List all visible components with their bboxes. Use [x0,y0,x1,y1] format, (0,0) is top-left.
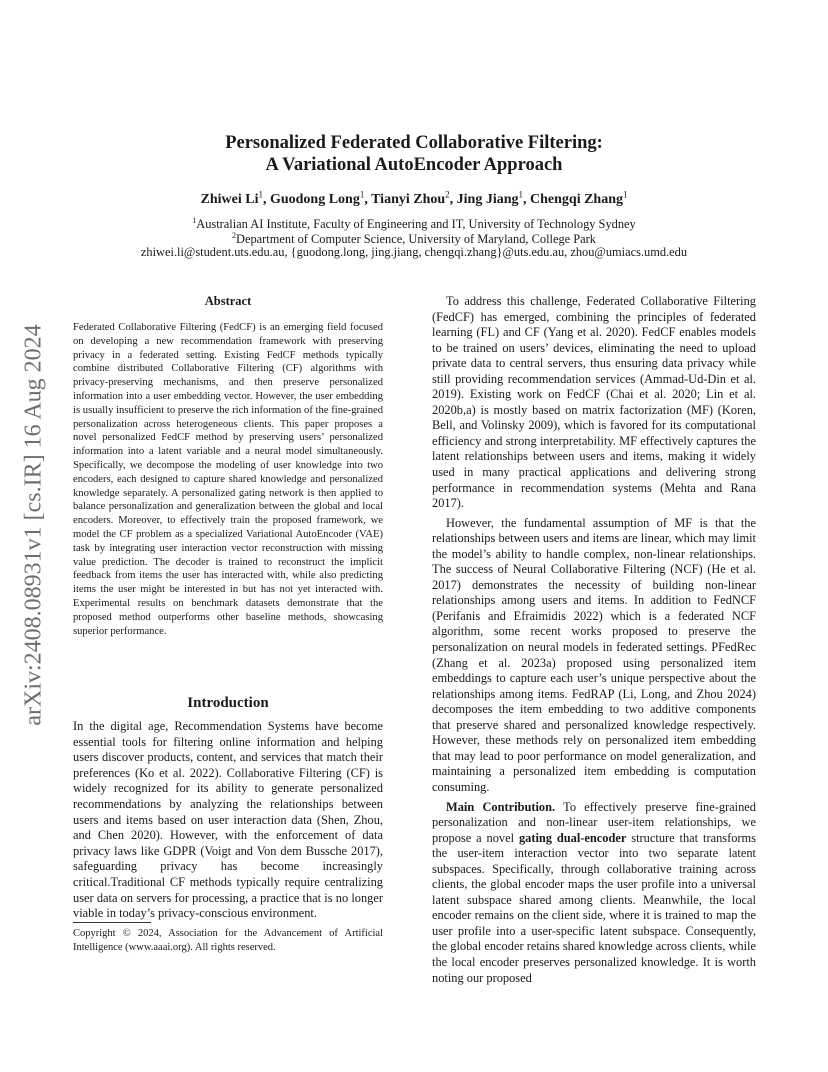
copyright-footnote: Copyright © 2024, Association for the Advancement of Artificial Intelligence (www.aaai.org). All rights reserved. [73,928,383,953]
paragraph: However, the fundamental assumption of MF is that the relationships between users and items are linear, which may limit the model’s ability to handle complex, non-linear relationships. The success of Neural Collaborative Filtering (NCF) (He et al. 2017) demonstrates the necessity of building non-linear relationships among users and items. In addition to FedNCF (Perifanis and Efraimidis 2022) which is a federated NCF algorithm, some recent works proposed to preserve the personalization on neural models in federated settings. PFedRec (Zhang et al. 2023a) proposed using personalized item embeddings to capture each user’s unique perspective about the relationships among items. FedRAP (Li, Long, and Zhou 2024) decomposes the item embedding to two additive components that preserve shared and personalized knowledge respectively. However, these methods rely on personalized item embedding that may lead to poor performance on model generalization, and maintaining a personalized item embedding is computation consuming. [432,515,756,794]
footnote-rule [73,922,151,923]
author: Jing Jiang$^1$, [456,189,531,207]
gating-dual-encoder-term: gating dual-encoder [518,830,627,845]
author-list [0,189,828,208]
abstract-body: Federated Collaborative Filtering (FedCF) is an emerging field focused on developing a new recommendation framework with preserving privacy in a federated setting. Existing FedCF methods typically combine distributed Collaborative Filtering (CF) algorithms with privacy-preserving mechanisms, and then preserve personalized information into a user embedding vector. However, the user embedding is usually insufficient to preserve the rich information of the fine-grained personalization across heterogeneous clients. This paper proposes a novel personalized FedCF method by preserving users’ personalized information into a latent variable and a neural model simultaneously. Specifically, we decompose the modeling of user knowledge into two encoders, each designed to capture shared knowledge and personalized knowledge separately. A personalized gating network is then applied to balance personalization and generalization between the global and local encoders. Moreover, to effectively train the proposed framework, we model the CF problem as a specialized Variational AutoEncoder (VAE) task by integrating user interaction vector reconstruction with missing value prediction. The decoder is trained to reconstruct the implicit feedback from items the user has interacted with, while also predicting items the user might be interested in but has not yet interacted with. Experimental results on benchmark datasets demonstrate that the proposed method outperforms other baseline methods, showcasing superior performance. [73,322,383,637]
affiliation-1: $^1$Australian AI Institute, Faculty of Engineering and IT, University of Technology Sydney [192,216,636,232]
arxiv-sidebar-identifier [14,290,54,760]
author: Zhiwei Li$^1$, [200,189,270,207]
author: Guodong Long$^1$, [269,189,372,207]
author: Chengqi Zhang$^1$ [530,189,628,207]
affiliation-2: $^2$Department of Computer Science, University of Maryland, College Park [232,231,596,247]
paragraph-main-contribution: Main Contribution. To effectively preserve fine-grained personalization and non-linear user-item relationships, we propose a novel gating dual-encoder structure that transforms the user-item interaction vector into two separate latent subspaces. Specifically, through collaborative training across clients, the global encoder maps the user profile into a universal latent subspace shared among clients. Meanwhile, the local encoder remains on the client side, where it is trained to map the user profile into a user-specific latent subspace. Consequently, the global encoder retains shared knowledge across clients, while the local encoder preserves personalized knowledge. It is worth noting our proposed [432,799,756,985]
author: Tianyi Zhou$^2$, [371,189,457,207]
introduction-body: In the digital age, Recommendation Systems have become essential tools for filtering online information and helping users discover products, content, and services that match their preferences (Ko et al. 2022). Collaborative Filtering (CF) is widely recognized for its ability to generate personalized recommendations by analyzing the relationships between users and items based on user interaction data (Shen, Zhou, and Chen 2020). However, with the enforcement of data privacy laws like GDPR (Voigt and Von dem Bussche 2017), safeguarding privacy has become increasingly critical.Traditional CF methods typically require centralizing user data on servers for processing, a practice that is no longer viable in today’s privacy-conscious environment. [73,719,383,921]
main-contribution-lead: Main Contribution. [446,799,556,814]
right-column-body [432,294,756,990]
paragraph: To address this challenge, Federated Collaborative Filtering (FedCF) has emerged, combining the principles of federated learning (FL) and CF (Yang et al. 2020). FedCF enables models to be trained on users’ devices, eliminating the need to upload private data to central servers, thus ensuring data privacy while still providing recommendation services (Ammad-Ud-Din et al. 2019). Existing work on FedCF (Chai et al. 2020; Lin et al. 2020b,a) is mostly based on matrix factorization (MF) (Koren, Bell, and Volinsky 2009), which is favored for its computational efficiency and strong interpretability. MF effectively captures the latent relationships between users and items, making it widely used in many practical applications and delivering strong performance in recommendation systems (Mehta and Rana 2017). [432,294,756,511]
title-line-2: A Variational AutoEncoder Approach [265,155,563,175]
paper-title [0,132,828,176]
arxiv-id-text: arXiv:2408.08931v1 [cs.IR] 16 Aug 2024 [20,324,47,726]
introduction-heading: Introduction [187,695,269,711]
author-emails: zhiwei.li@student.uts.edu.au, {guodong.long, jing.jiang, chengqi.zhang}@uts.edu.au, zhou@umiacs.umd.edu [140,245,688,259]
abstract-heading: Abstract [204,294,252,308]
title-line-1: Personalized Federated Collaborative Filtering: [225,133,603,153]
